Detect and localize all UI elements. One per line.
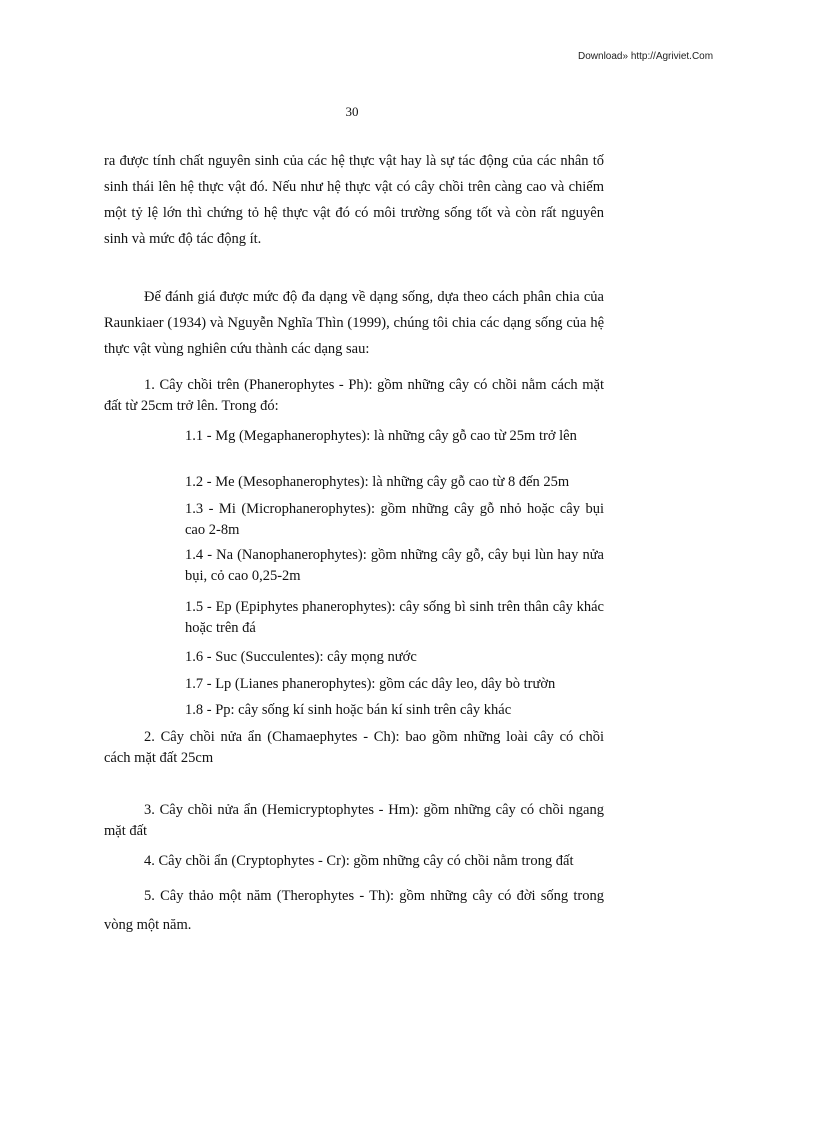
category-5: 5. Cây thảo một năm (Therophytes - Th): gồm những cây có đời sống trong vòng một năm. xyxy=(104,888,604,933)
page-number: 30 xyxy=(345,104,359,119)
subcategory-1-8: 1.8 - Pp: cây sống kí sinh hoặc bán kí sinh trên cây khác xyxy=(185,702,512,718)
category-1: 1. Cây chồi trên (Phanerophytes - Ph): gồm những cây có chồi nằm cách mặt đất từ 25cm trở lên. Trong đó: xyxy=(104,377,604,414)
category-3: 3. Cây chồi nửa ẩn (Hemicryptophytes - Hm): gồm những cây có chồi ngang mặt đất xyxy=(104,802,604,839)
category-2: 2. Cây chồi nửa ẩn (Chamaephytes - Ch): bao gồm những loài cây có chồi cách mặt đất 25cm xyxy=(104,729,604,766)
category-4: 4. Cây chồi ẩn (Cryptophytes - Cr): gồm những cây có chồi nằm trong đất xyxy=(144,853,574,869)
subcategory-1-7: 1.7 - Lp (Lianes phanerophytes): gồm các dây leo, dây bò trườn xyxy=(185,676,556,692)
subcategory-1-3: 1.3 - Mi (Microphanerophytes): gồm những cây gỗ nhỏ hoặc cây bụi cao 2-8m xyxy=(185,501,604,538)
subcategory-1-6: 1.6 - Suc (Succulentes): cây mọng nước xyxy=(185,649,417,665)
paragraph-classification: Để đánh giá được mức độ đa dạng về dạng sống, dựa theo cách phân chia của Raunkiaer (1934) và Nguyễn Nghĩa Thìn (1999), chúng tôi chia các dạng sống của hệ thực vật vùng nghiên cứu thành các dạng sau: xyxy=(104,289,604,357)
subcategory-1-4: 1.4 - Na (Nanophanerophytes): gồm những cây gỗ, cây bụi lùn hay nửa bụi, cỏ cao 0,25-2m xyxy=(185,547,604,584)
subcategory-1-1: 1.1 - Mg (Megaphanerophytes): là những cây gỗ cao từ 25m trở lên xyxy=(185,428,577,444)
paragraph-intro: ra được tính chất nguyên sinh của các hệ thực vật hay là sự tác động của các nhân tố sinh thái lên hệ thực vật đó. Nếu như hệ thực vật có cây chồi trên càng cao và chiếm một tỷ lệ lớn thì chứng tỏ hệ thực vật đó có môi trường sống tốt và còn rất nguyên sinh và mức độ tác động ít. xyxy=(104,153,604,247)
download-link[interactable]: Download» http://Agriviet.Com xyxy=(578,51,714,62)
subcategory-1-2: 1.2 - Me (Mesophanerophytes): là những cây gỗ cao từ 8 đến 25m xyxy=(185,474,570,490)
subcategory-1-5: 1.5 - Ep (Epiphytes phanerophytes): cây sống bì sinh trên thân cây khác hoặc trên đá xyxy=(185,599,604,636)
